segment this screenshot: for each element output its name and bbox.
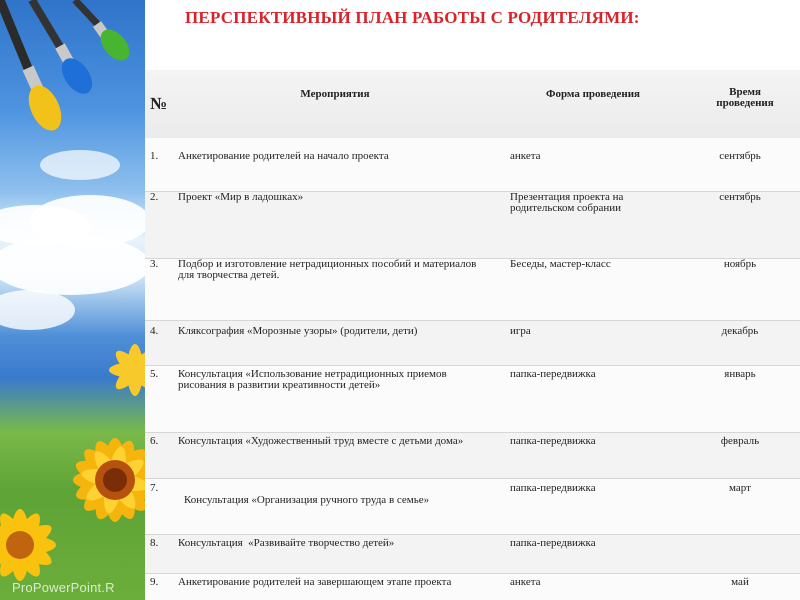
row-number: 4. bbox=[150, 325, 159, 337]
cloud-shape bbox=[0, 290, 75, 330]
row-form: Презентация проекта на родительском собрании bbox=[510, 191, 624, 214]
header-time bbox=[700, 87, 790, 109]
row-number: 6. bbox=[150, 435, 159, 447]
header-time-line2: проведения bbox=[716, 97, 774, 109]
row-event: Проект «Мир в ладошках» bbox=[178, 191, 304, 203]
row-number: 7. bbox=[150, 482, 159, 494]
header-number: № bbox=[150, 94, 168, 113]
row-form: анкета bbox=[510, 576, 541, 588]
table-row bbox=[145, 433, 800, 478]
watermark-text: ProPowerPoint.R bbox=[12, 580, 115, 595]
row-number: 3. bbox=[150, 258, 159, 270]
row-time: сентябрь bbox=[719, 150, 761, 162]
row-form: папка-передвижка bbox=[510, 537, 596, 549]
row-form: папка-передвижка bbox=[510, 435, 596, 447]
decorative-side-panel bbox=[0, 0, 145, 600]
row-form: анкета bbox=[510, 150, 541, 162]
header-time-line1: Время bbox=[729, 86, 761, 98]
row-time: январь bbox=[724, 368, 756, 380]
row-event: Консультация «Организация ручного труда в семье» bbox=[184, 494, 430, 506]
row-form: папка-передвижка bbox=[510, 368, 596, 380]
header-form: Форма проведения bbox=[546, 88, 640, 100]
cloud-shape bbox=[0, 235, 145, 295]
row-time: сентябрь bbox=[719, 191, 761, 203]
table-row bbox=[145, 479, 800, 534]
row-event: Анкетирование родителей на начало проекта bbox=[178, 150, 389, 162]
table-row bbox=[145, 574, 800, 600]
row-event: Консультация «Использование нетрадиционных приемов рисования в развитии креативности детей» bbox=[178, 368, 447, 391]
row-time: ноябрь bbox=[723, 258, 757, 270]
sunflower-image bbox=[95, 330, 145, 410]
cloud-shape bbox=[40, 150, 120, 180]
paint-brushes-image bbox=[0, 0, 145, 140]
row-time: февраль bbox=[720, 435, 760, 447]
row-number: 2. bbox=[150, 191, 159, 203]
row-event: Кляксография «Морозные узоры» (родители, дети) bbox=[178, 325, 418, 337]
row-time: март bbox=[729, 482, 751, 494]
table-row bbox=[145, 259, 800, 320]
row-number: 5. bbox=[150, 368, 159, 380]
row-form: игра bbox=[510, 325, 531, 337]
page-title: ПЕРСПЕКТИВНЫЙ ПЛАН РАБОТЫ С РОДИТЕЛЯМИ: bbox=[185, 8, 640, 27]
row-event: Анкетирование родителей на завершающем этапе проекта bbox=[178, 576, 452, 588]
header-event: Мероприятия bbox=[300, 88, 370, 100]
row-event: Консультация «Художественный труд вместе с детьми дома» bbox=[178, 435, 464, 447]
row-number: 9. bbox=[150, 576, 159, 588]
row-number: 8. bbox=[150, 537, 159, 549]
table-row bbox=[145, 138, 800, 191]
row-form: Беседы, мастер-класс bbox=[510, 258, 611, 270]
table-row bbox=[145, 321, 800, 365]
row-event: Подбор и изготовление нетрадиционных пособий и материалов для творчества детей. bbox=[178, 258, 477, 281]
row-number: 1. bbox=[150, 150, 159, 162]
row-event: Консультация «Развивайте творчество детей» bbox=[178, 537, 395, 549]
row-time: май bbox=[731, 576, 749, 588]
table-row bbox=[145, 192, 800, 258]
plan-table bbox=[145, 70, 800, 600]
row-time: декабрь bbox=[721, 325, 759, 337]
table-row bbox=[145, 535, 800, 573]
table-row bbox=[145, 366, 800, 432]
table-header bbox=[145, 70, 800, 138]
row-form: папка-передвижка bbox=[510, 482, 596, 494]
